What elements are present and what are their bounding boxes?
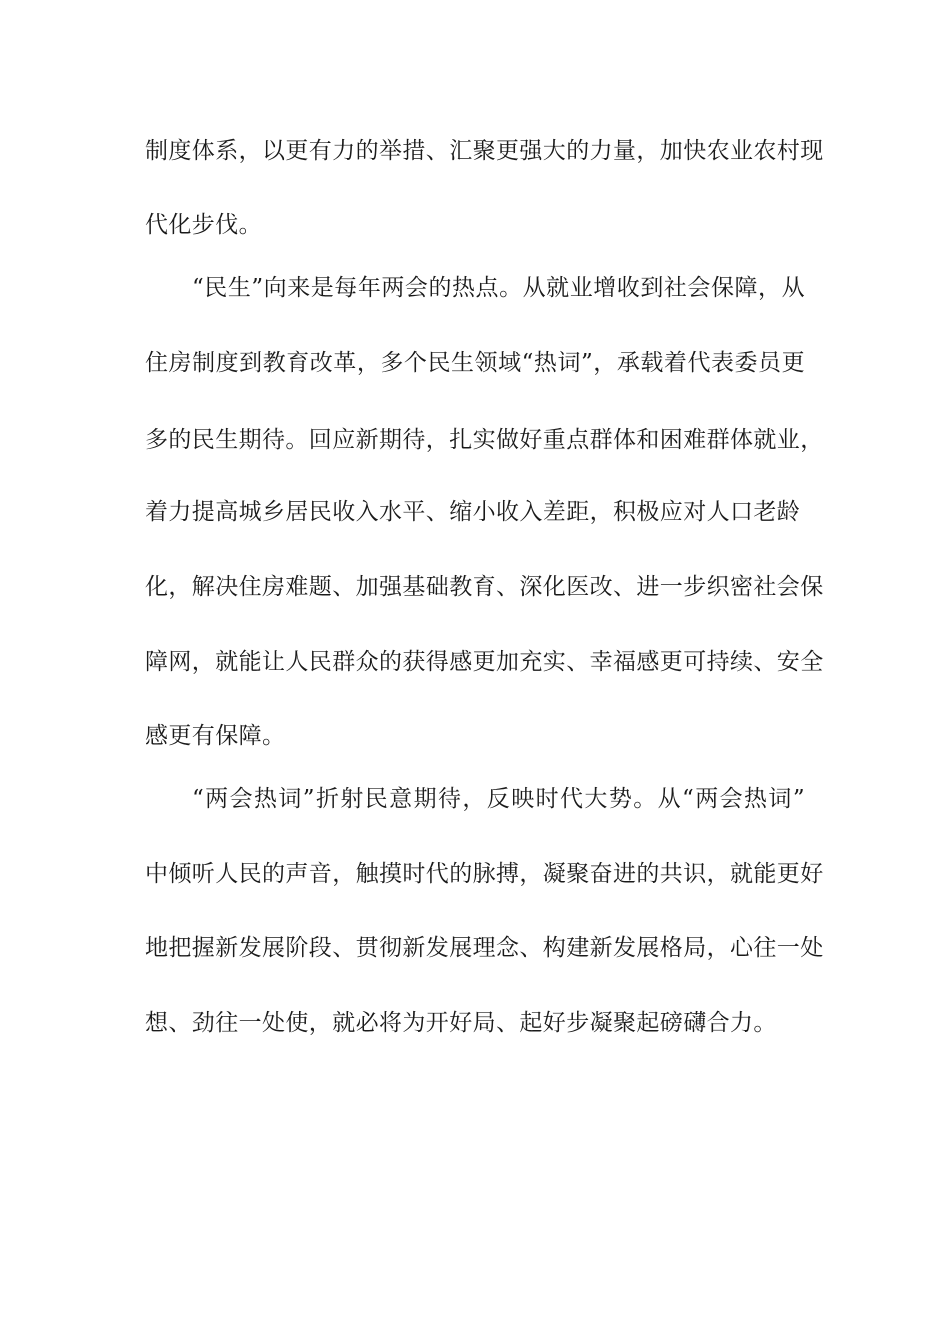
paragraph-start-line: “两会热词”折射民意期待，反映时代大势。从“两会热词”	[192, 786, 805, 812]
text-line: 想、劲往一处使，就必将为开好局、起好步凝聚起磅礴合力。	[145, 1010, 777, 1036]
text-line: 障网，就能让人民群众的获得感更加充实、幸福感更可持续、安全	[145, 649, 824, 675]
text-line: 多的民生期待。回应新期待，扎实做好重点群体和困难群体就业，	[145, 427, 824, 453]
text-line: 代化步伐。	[145, 212, 262, 238]
text-line: 感更有保障。	[145, 723, 286, 749]
text-line: 着力提高城乡居民收入水平、缩小收入差距，积极应对人口老龄	[145, 499, 801, 525]
text-line: 化，解决住房难题、加强基础教育、深化医改、进一步织密社会保	[145, 574, 824, 600]
text-line: 中倾听人民的声音，触摸时代的脉搏，凝聚奋进的共识，就能更好	[145, 861, 824, 887]
text-line: 地把握新发展阶段、贯彻新发展理念、构建新发展格局，心往一处	[145, 935, 824, 961]
text-line: 制度体系，以更有力的举措、汇聚更强大的力量，加快农业农村现	[145, 138, 824, 164]
text-line: 住房制度到教育改革，多个民生领域“热词”，承载着代表委员更	[145, 350, 805, 376]
paragraph-start-line: “民生”向来是每年两会的热点。从就业增收到社会保障，从	[192, 275, 805, 301]
